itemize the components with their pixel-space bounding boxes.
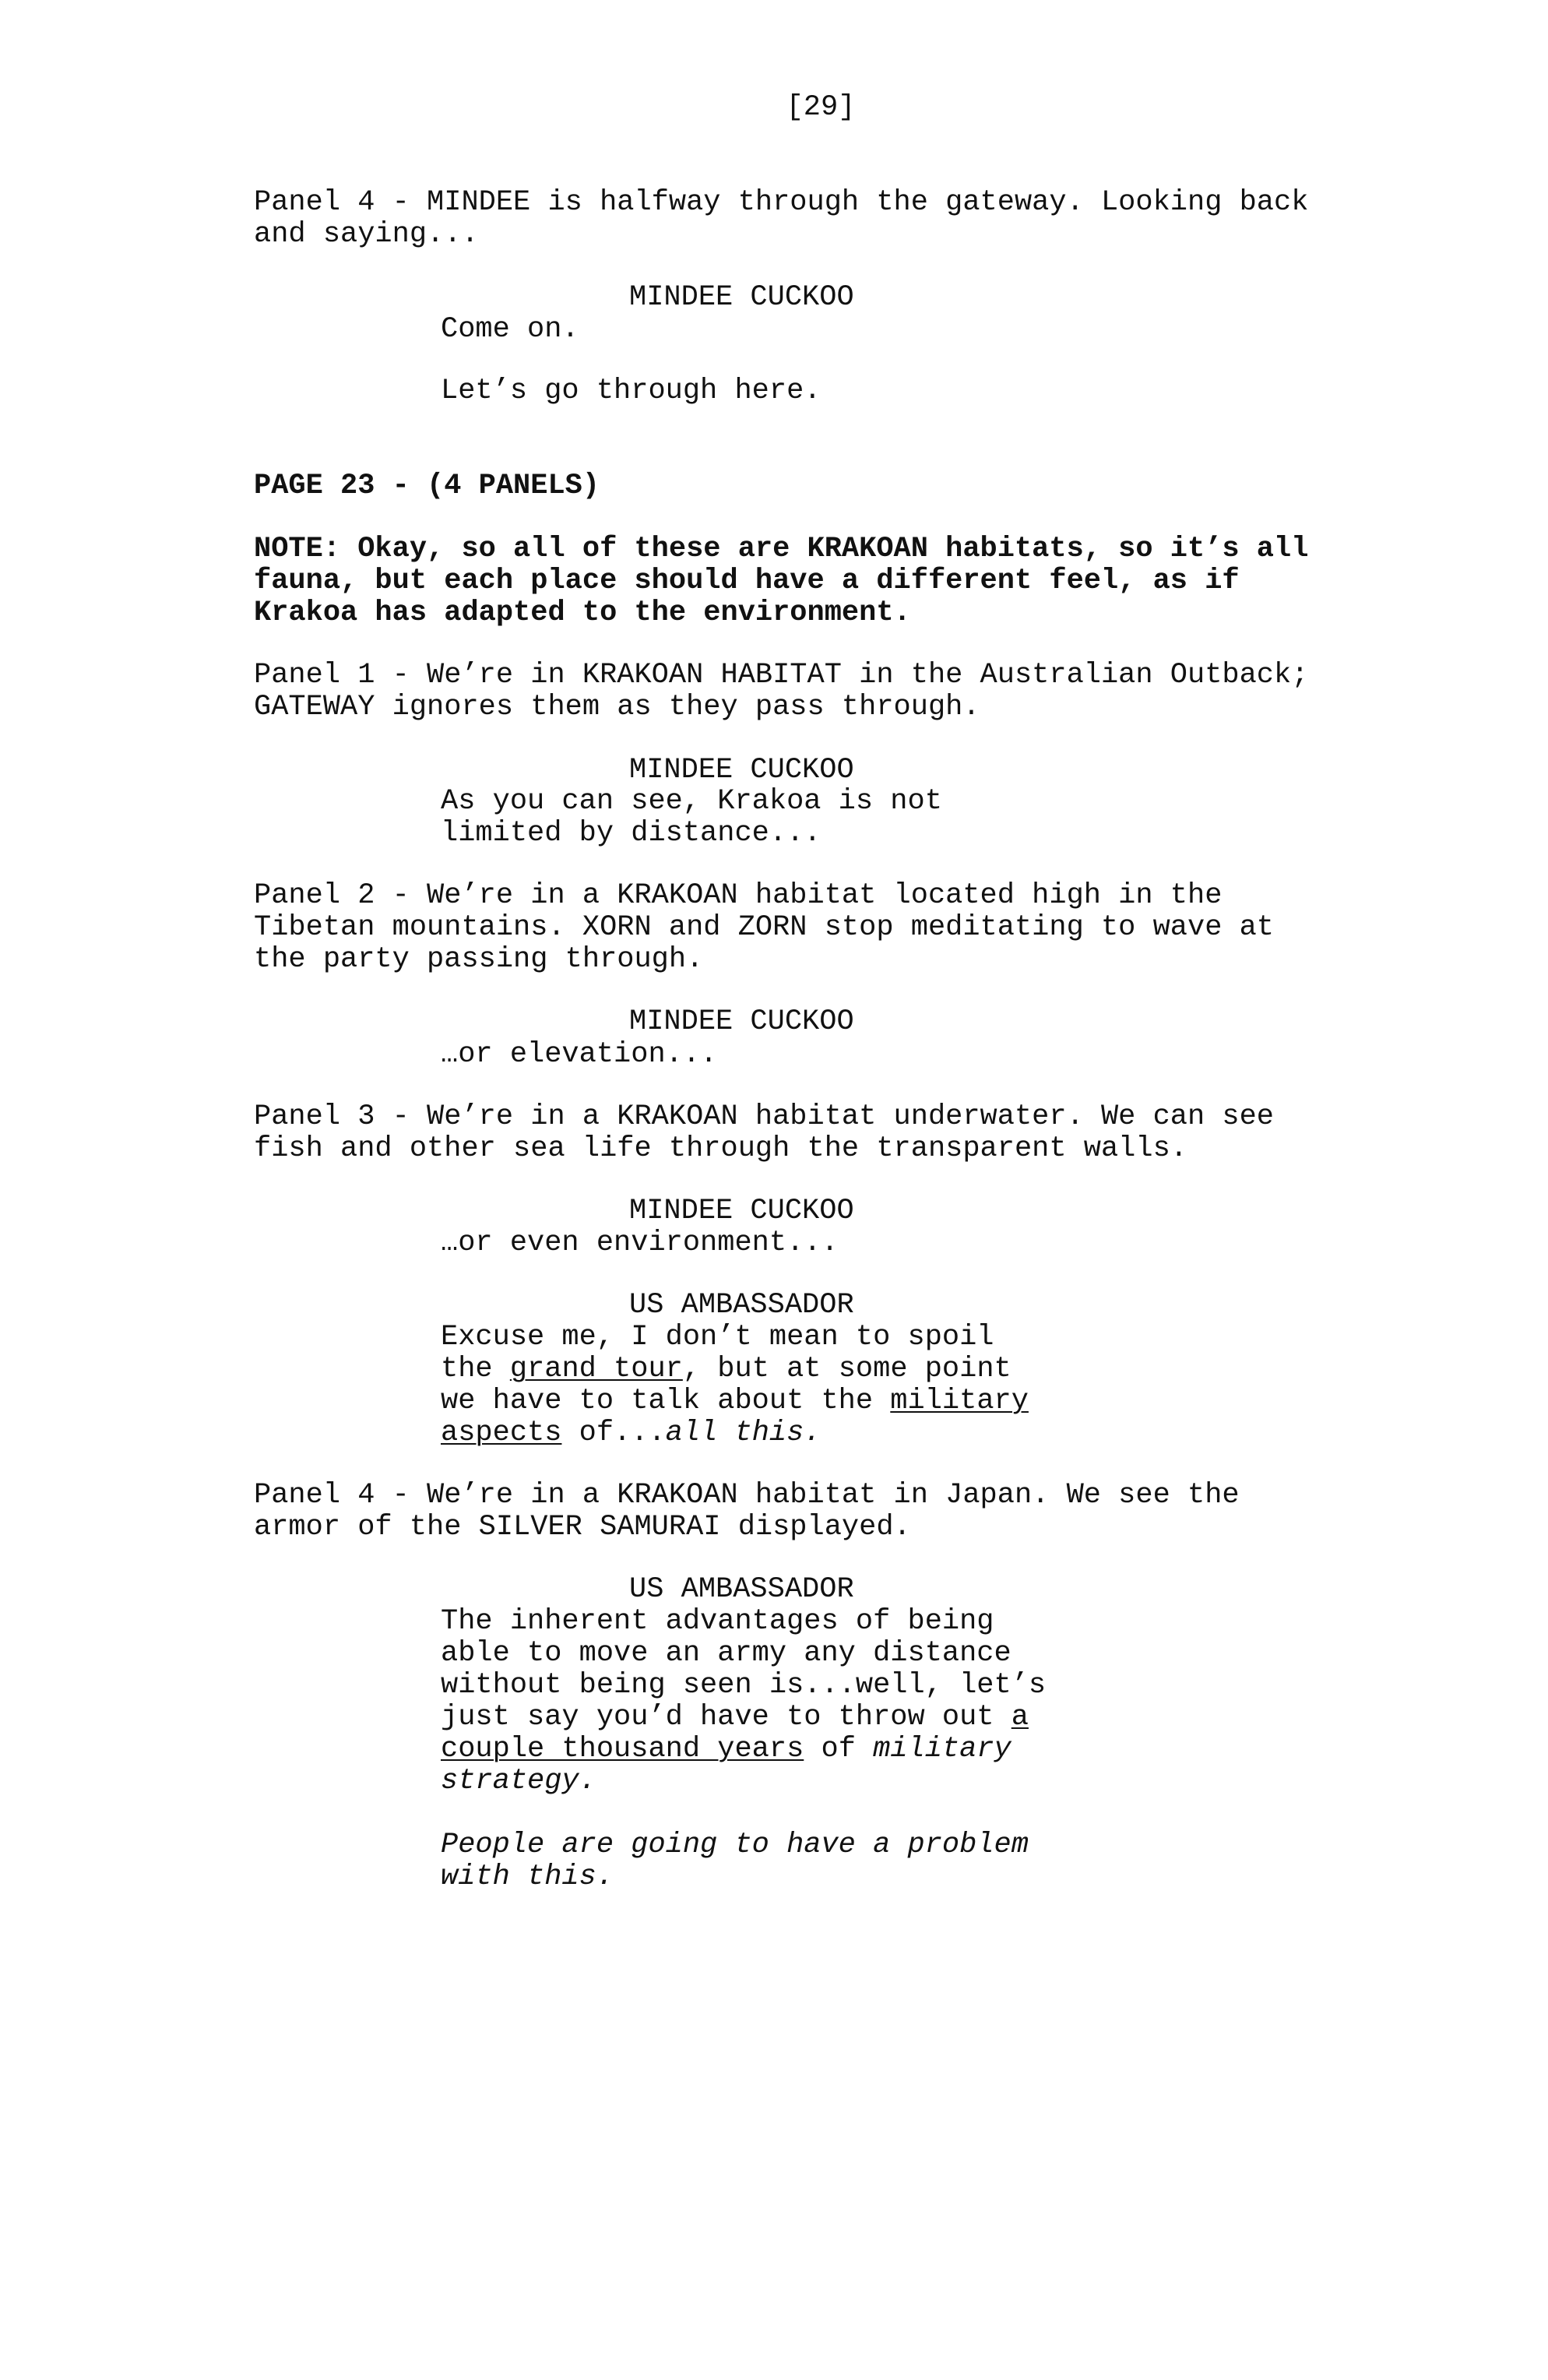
- page-heading: PAGE 23 - (4 PANELS): [254, 470, 600, 502]
- dialogue-segment: just say you’d have to throw out: [441, 1701, 1011, 1734]
- panel-description: Panel 1 - We’re in KRAKOAN HABITAT in the Australian Outback;: [254, 659, 1309, 692]
- dialogue-segment: of: [804, 1733, 874, 1766]
- note-text: fauna, but each place should have a different feel, as if: [254, 565, 1240, 597]
- underlined-text: couple thousand years: [441, 1733, 804, 1766]
- dialogue-segment: , but at some point: [682, 1353, 1011, 1385]
- dialogue-line: with this.: [441, 1861, 614, 1893]
- underlined-text: aspects: [441, 1417, 562, 1449]
- dialogue-segment: the: [441, 1353, 510, 1385]
- underlined-text: military: [890, 1385, 1029, 1417]
- panel-description: armor of the SILVER SAMURAI displayed.: [254, 1511, 911, 1544]
- character-name: US AMBASSADOR: [629, 1289, 854, 1322]
- panel-description: fish and other sea life through the transparent walls.: [254, 1132, 1187, 1165]
- dialogue-line: limited by distance...: [441, 817, 821, 850]
- dialogue-line: without being seen is...well, let’s: [441, 1669, 1047, 1702]
- dialogue-line: Let’s go through here.: [441, 375, 821, 407]
- dialogue-line: [441, 1385, 1029, 1417]
- character-name: MINDEE CUCKOO: [629, 754, 854, 787]
- page-number: [29]: [786, 91, 856, 124]
- dialogue-line: Come on.: [441, 313, 579, 346]
- character-name: MINDEE CUCKOO: [629, 281, 854, 314]
- dialogue-line: …or elevation...: [441, 1038, 718, 1071]
- underlined-text: a: [1011, 1701, 1029, 1734]
- panel-description: Tibetan mountains. XORN and ZORN stop meditating to wave at: [254, 911, 1275, 944]
- panel-description: the party passing through.: [254, 943, 704, 976]
- dialogue-line: The inherent advantages of being: [441, 1605, 994, 1638]
- dialogue-line: [441, 1417, 821, 1449]
- dialogue-line: As you can see, Krakoa is not: [441, 785, 942, 818]
- dialogue-line: able to move an army any distance: [441, 1637, 1011, 1670]
- dialogue-line: strategy.: [441, 1765, 596, 1797]
- character-name: US AMBASSADOR: [629, 1573, 854, 1606]
- underlined-text: grand tour: [509, 1353, 683, 1385]
- dialogue-line: [441, 1354, 1011, 1385]
- note-text: NOTE: Okay, so all of these are KRAKOAN habitats, so it’s all: [254, 533, 1309, 565]
- dialogue-segment: we have to talk about the: [441, 1385, 891, 1417]
- dialogue-segment: of...: [561, 1417, 666, 1449]
- dialogue-line: Excuse me, I don’t mean to spoil: [441, 1321, 994, 1354]
- dialogue-line: [441, 1734, 1011, 1765]
- panel-description: and saying...: [254, 218, 479, 251]
- italic-text: military: [873, 1733, 1011, 1766]
- italic-text: all this.: [665, 1417, 821, 1449]
- note-text: Krakoa has adapted to the environment.: [254, 597, 911, 629]
- panel-description: Panel 2 - We’re in a KRAKOAN habitat located high in the: [254, 879, 1223, 912]
- panel-description: GATEWAY ignores them as they pass through.: [254, 691, 980, 724]
- dialogue-line: [441, 1702, 1029, 1733]
- panel-description: Panel 4 - We’re in a KRAKOAN habitat in Japan. We see the: [254, 1479, 1240, 1512]
- character-name: MINDEE CUCKOO: [629, 1005, 854, 1038]
- panel-description: Panel 4 - MINDEE is halfway through the gateway. Looking back: [254, 186, 1309, 219]
- character-name: MINDEE CUCKOO: [629, 1195, 854, 1227]
- dialogue-line: …or even environment...: [441, 1227, 839, 1259]
- dialogue-line: People are going to have a problem: [441, 1829, 1029, 1861]
- panel-description: Panel 3 - We’re in a KRAKOAN habitat underwater. We can see: [254, 1100, 1275, 1133]
